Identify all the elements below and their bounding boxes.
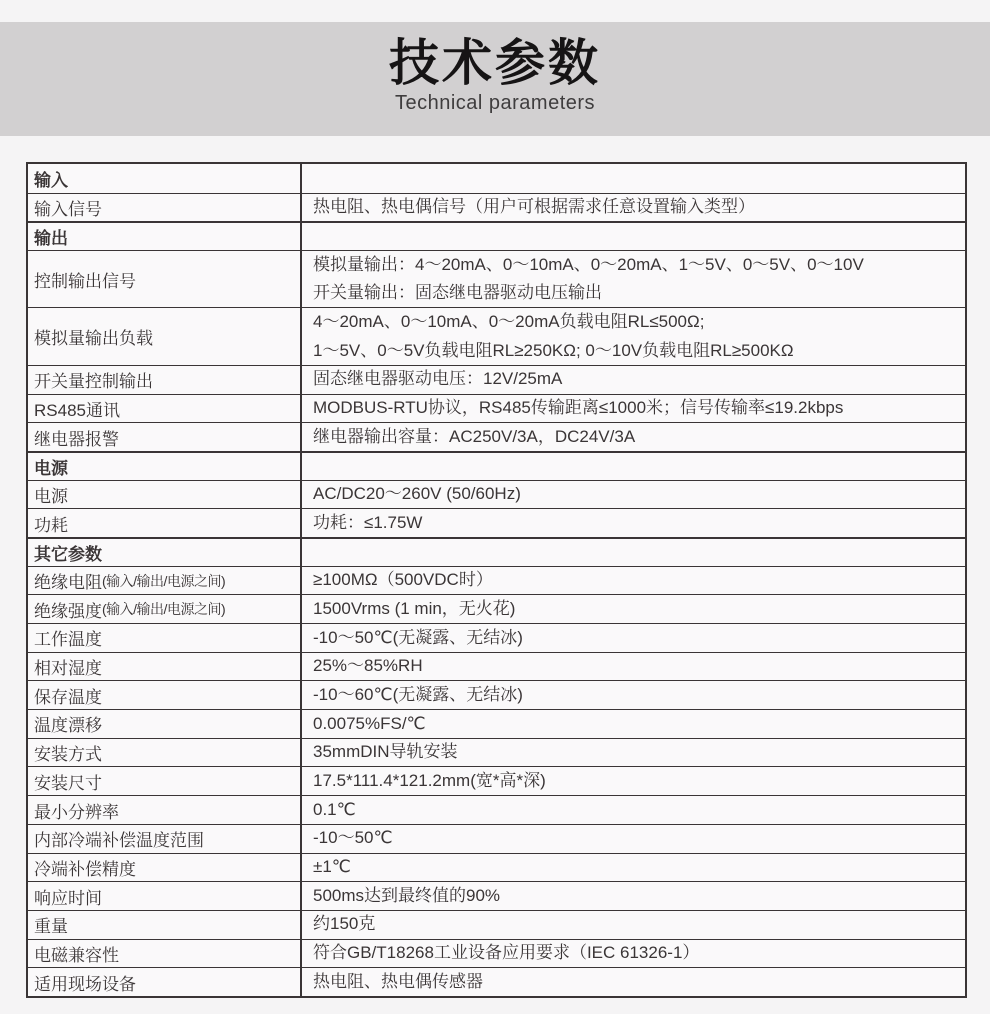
param-name: 电源 [34, 486, 68, 506]
table-row [28, 680, 965, 709]
param-name-cell [28, 595, 302, 623]
param-value-line: 开关量输出：固态继电器驱动电压输出 [313, 283, 602, 303]
param-name: 输入信号 [34, 200, 102, 220]
table-row [28, 422, 965, 451]
param-value-cell [302, 882, 965, 910]
param-name: 电源 [34, 458, 68, 478]
param-value-line: 0.1℃ [313, 799, 356, 819]
table-row [28, 738, 965, 767]
param-name-cell [28, 194, 302, 222]
param-value-cell [302, 595, 965, 623]
param-value-cell [302, 940, 965, 968]
table-row [28, 939, 965, 968]
param-name: 工作温度 [34, 630, 102, 650]
param-value-cell [302, 251, 965, 307]
table-row [28, 394, 965, 423]
param-value-cell [302, 681, 965, 709]
param-value-line: AC/DC20～260V (50/60Hz) [313, 484, 521, 504]
table-row [28, 824, 965, 853]
param-name: 开关量控制输出 [34, 372, 153, 392]
param-name-cell [28, 539, 302, 566]
param-value-cell [302, 767, 965, 795]
param-name-cell [28, 251, 302, 307]
param-name-cell [28, 509, 302, 537]
param-value-line: 0.0075%FS/℃ [313, 713, 426, 733]
param-name-cell [28, 739, 302, 767]
table-row [28, 480, 965, 509]
param-value-line: 热电阻、热电偶传感器 [313, 971, 483, 991]
table-row [28, 451, 965, 480]
table-row [28, 250, 965, 307]
table-row [28, 307, 965, 364]
param-value-line: -10～50℃(无凝露、无结冰) [313, 627, 523, 647]
param-name: 功耗 [34, 515, 68, 535]
param-value-cell [302, 194, 965, 222]
param-name-cell [28, 710, 302, 738]
param-name: 安装尺寸 [34, 773, 102, 793]
param-value-line: ±1℃ [313, 857, 351, 877]
param-name-cell [28, 882, 302, 910]
param-value-cell [302, 710, 965, 738]
param-name-cell [28, 911, 302, 939]
param-value-cell [302, 308, 965, 364]
param-name: 绝缘强度 [34, 601, 102, 621]
param-name: 控制输出信号 [34, 271, 136, 291]
param-value-cell [302, 366, 965, 394]
param-value-line: 固态继电器驱动电压：12V/25mA [313, 369, 563, 389]
param-name: 内部冷端补偿温度范围 [34, 831, 204, 851]
table-row [28, 566, 965, 595]
param-name-cell [28, 653, 302, 681]
param-value-line: 热电阻、热电偶信号（用户可根据需求任意设置输入类型） [313, 197, 755, 217]
param-name-cell [28, 825, 302, 853]
param-value-cell [302, 453, 965, 480]
param-value-cell [302, 567, 965, 595]
page-title: 技术参数 [389, 35, 601, 91]
param-value-cell [302, 395, 965, 423]
table-row [28, 910, 965, 939]
param-value-cell [302, 796, 965, 824]
param-name-cell [28, 681, 302, 709]
param-value-cell [302, 825, 965, 853]
param-value-line: 功耗：≤1.75W [313, 512, 423, 532]
table-row [28, 766, 965, 795]
param-name-cell [28, 453, 302, 480]
page-subtitle: Technical parameters [394, 92, 596, 114]
param-name: 适用现场设备 [34, 974, 136, 994]
param-value-cell [302, 423, 965, 451]
param-value-line: 符合GB/T18268工业设备应用要求（IEC 61326-1） [313, 943, 700, 963]
table-row [28, 853, 965, 882]
param-name-cell [28, 796, 302, 824]
param-value-line: ≥100MΩ（500VDC时） [313, 570, 493, 590]
param-name: RS485通讯 [34, 400, 120, 420]
param-name-cell [28, 223, 302, 250]
param-value-cell [302, 624, 965, 652]
param-name-cell [28, 854, 302, 882]
param-name-cell [28, 308, 302, 364]
param-name-note: (输入/输出/电源之间) [102, 601, 226, 618]
param-value-line: 1～5V、0～5V负载电阻RL≥250KΩ; 0～10V负载电阻RL≥500KΩ [313, 340, 794, 360]
param-value-line: 约150克 [313, 914, 376, 934]
table-row [28, 881, 965, 910]
param-name: 最小分辨率 [34, 802, 119, 822]
table-row [28, 193, 965, 222]
param-value-line: 继电器输出容量：AC250V/3A，DC24V/3A [313, 426, 636, 446]
table-row [28, 652, 965, 681]
spec-table [26, 162, 967, 998]
param-name-cell [28, 624, 302, 652]
param-value-line: 1500Vrms (1 min，无火花) [313, 598, 516, 618]
param-name: 重量 [34, 917, 68, 937]
param-name: 电磁兼容性 [34, 945, 119, 965]
param-name: 响应时间 [34, 888, 102, 908]
param-name-cell [28, 767, 302, 795]
param-value-line: 17.5*111.4*121.2mm(宽*高*深) [313, 770, 546, 790]
table-row [28, 365, 965, 394]
param-name-cell [28, 567, 302, 595]
param-value-cell [302, 854, 965, 882]
param-name: 冷端补偿精度 [34, 859, 136, 879]
param-value-line: 模拟量输出：4～20mA、0～10mA、0～20mA、1～5V、0～5V、0～10V [313, 254, 864, 274]
table-row [28, 221, 965, 250]
param-name: 保存温度 [34, 687, 102, 707]
param-name: 相对湿度 [34, 659, 102, 679]
param-name-cell [28, 395, 302, 423]
header-band [0, 22, 990, 136]
param-value-cell [302, 539, 965, 566]
table-row [28, 537, 965, 566]
param-value-line: 500ms达到最终值的90% [313, 885, 501, 905]
param-name-cell [28, 366, 302, 394]
param-name: 绝缘电阻 [34, 573, 102, 592]
param-name-cell [28, 423, 302, 451]
param-name: 安装方式 [34, 745, 102, 765]
table-row [28, 623, 965, 652]
param-name: 输出 [34, 229, 68, 249]
param-value-cell [302, 653, 965, 681]
table-row [28, 795, 965, 824]
param-value-cell [302, 911, 965, 939]
param-value-line: 35mmDIN导轨安装 [313, 742, 458, 762]
param-value-cell [302, 481, 965, 509]
param-value-line: 4～20mA、0～10mA、0～20mA负载电阻RL≤500Ω; [313, 311, 705, 331]
param-name: 其它参数 [34, 544, 102, 564]
param-name-cell [28, 968, 302, 996]
param-name-cell [28, 164, 302, 193]
param-value-line: MODBUS-RTU协议，RS485传输距离≤1000米；信号传输率≤19.2kbps [313, 398, 844, 418]
param-value-line: 25%～85%RH [313, 656, 423, 676]
param-value-cell [302, 164, 965, 193]
param-name: 温度漂移 [34, 716, 102, 736]
param-name-cell [28, 940, 302, 968]
param-name: 继电器报警 [34, 429, 119, 449]
table-row [28, 967, 965, 996]
table-row [28, 508, 965, 537]
param-value-cell [302, 739, 965, 767]
param-value-cell [302, 223, 965, 250]
param-name: 模拟量输出负载 [34, 329, 153, 349]
param-value-cell [302, 968, 965, 996]
table-row [28, 709, 965, 738]
param-name-note: (输入/输出/电源之间) [102, 572, 226, 589]
param-value-cell [302, 509, 965, 537]
table-row [28, 594, 965, 623]
table-row [28, 164, 965, 193]
param-name: 输入 [34, 170, 68, 190]
param-value-line: -10～60℃(无凝露、无结冰) [313, 684, 523, 704]
param-value-line: -10～50℃ [313, 828, 393, 848]
param-name-cell [28, 481, 302, 509]
